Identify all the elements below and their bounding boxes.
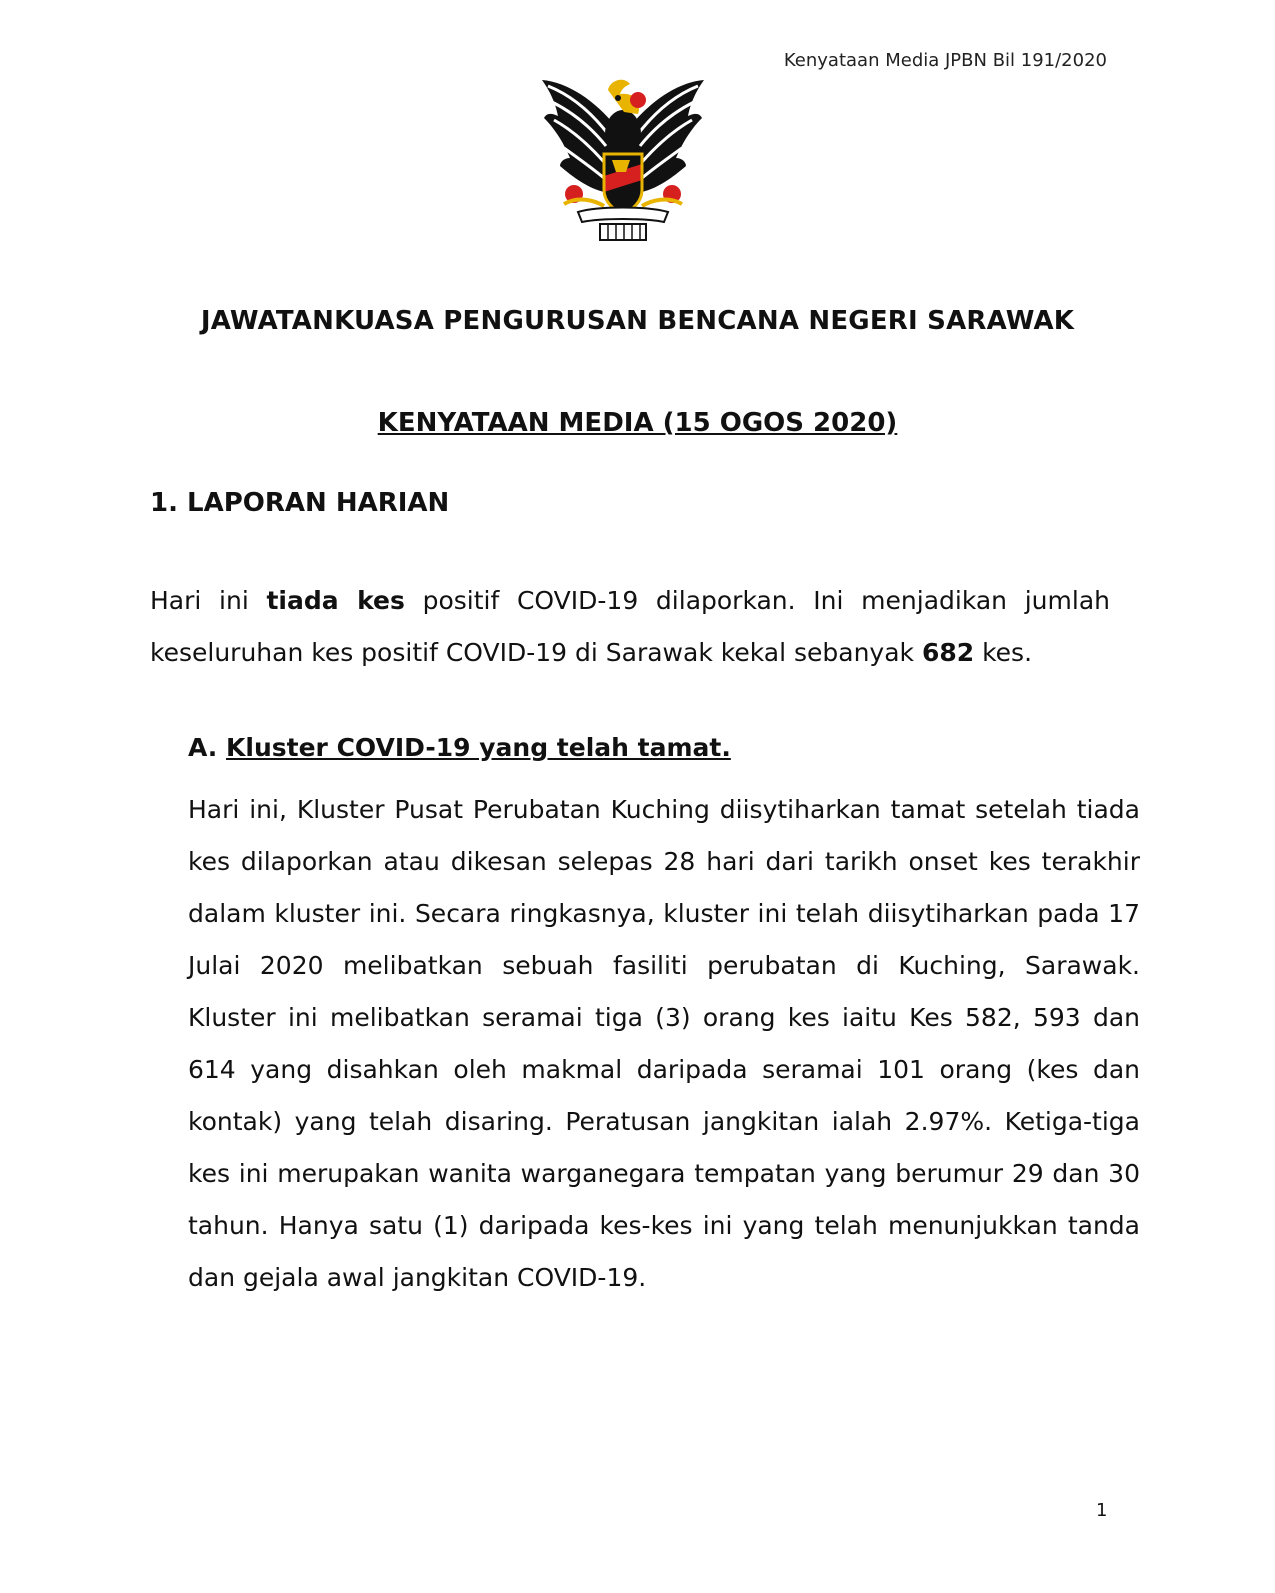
sarawak-coat-of-arms-icon: [538, 72, 708, 244]
cluster-paragraph: Hari ini, Kluster Pusat Perubatan Kuching diisytiharkan tamat setelah tiada kes dilaporkan atau dikesan selepas 28 hari dari tarikh onset kes terakhir dalam kluster ini. Secara ringkasnya, kluster ini telah diisytiharkan pada 17 Julai 2020 melibatkan sebuah fasiliti perubatan di Kuching, Sarawak. Kluster ini melibatkan seramai tiga (3) orang kes iaitu Kes 582, 593 dan 614 yang disahkan oleh makmal daripada seramai 101 orang (kes dan kontak) yang telah disaring. Peratusan jangkitan ialah 2.97%. Ketiga-tiga kes ini merupakan wanita warganegara tempatan yang berumur 29 dan 30 tahun. Hanya satu (1) daripada kes-kes ini yang telah menunjukkan tanda dan gejala awal jangkitan COVID-19.: [188, 795, 1140, 1292]
section-heading: 1. LAPORAN HARIAN: [150, 488, 450, 518]
daily-report-paragraph: [150, 575, 1110, 679]
p1-text-c: positif COVID-19 dilaporkan. Ini menjadikan jumlah keseluruhan kes positif COVID-19 di Sarawak kekal sebanyak: [150, 586, 1110, 667]
reference-number: Kenyataan Media JPBN Bil 191/2020: [783, 50, 1107, 71]
p1-total-cases: 682: [921, 638, 975, 667]
statement-title: KENYATAAN MEDIA (15 OGOS 2020): [377, 408, 898, 438]
p1-no-cases: tiada kes: [266, 586, 405, 615]
page-number: 1: [1096, 1500, 1108, 1521]
subsection-label: A.: [188, 733, 227, 762]
p1-text-a: Hari ini: [150, 586, 267, 615]
subsection-heading: [188, 733, 731, 762]
subsection-title: Kluster COVID-19 yang telah tamat.: [226, 733, 731, 762]
organization-title: JAWATANKUASA PENGURUSAN BENCANA NEGERI SARAWAK: [200, 306, 1075, 336]
p1-text-e: kes.: [974, 638, 1033, 667]
